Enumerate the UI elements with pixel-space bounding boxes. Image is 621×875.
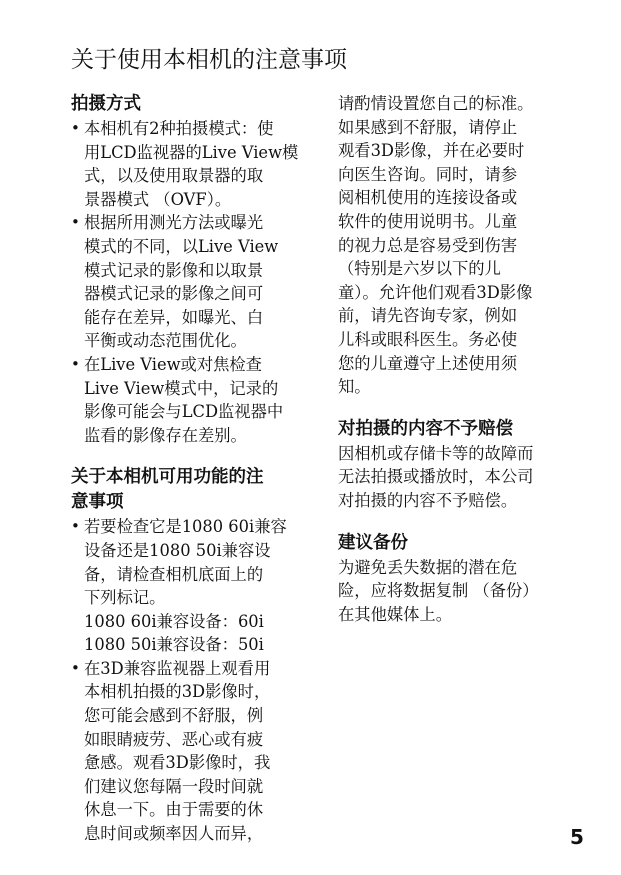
list-item-continued: 请酌情设置您自己的标准。 如果感到不舒服，请停止 观看3D影像，并在必要时 向医生咨询。同时，请参 阅相机使用的连接设备或 软件的使用说明书。儿童 的视力总是容易受到伤害 （特别是六岁以下的儿 童）。允许他们观看3D影像 前，请先咨询专家，例如 儿科或眼科医生。务必使 您的儿童遵守上述使用须 知。 bbox=[338, 94, 534, 397]
list-item: • 在Live View或对焦检查 Live View模式中，记录的 影像可能会与LCD监视器中 监看的影像存在差别。 bbox=[71, 353, 323, 447]
section-heading-functions: 关于本相机可用功能的注 意事项 bbox=[71, 467, 264, 513]
page-number: 5 bbox=[570, 825, 584, 849]
section-heading-shooting: 拍摄方式 bbox=[71, 94, 141, 114]
functions-list-2 bbox=[71, 657, 323, 846]
functions-list bbox=[71, 515, 323, 609]
list-item: • 在3D兼容监视器上观看用 本相机拍摄的3D影像时， 您可能会感到不舒服，例 如眼睛疲劳、恶心或有疲 惫感。观看3D影像时，我 们建议您每隔一段时间就 休息一下。由于需要的休 息时间或频率因人而异， bbox=[71, 657, 323, 846]
page-title: 关于使用本相机的注意事项 bbox=[71, 47, 347, 73]
right-column bbox=[338, 92, 578, 626]
compat-marks: 1080 60i兼容设备：60i 1080 50i兼容设备：50i bbox=[84, 611, 264, 655]
list-item: • 本相机有2种拍摄模式：使 用LCD监视器的Live View模 式，以及使用取景器的取 景器模式 （OVF）。 bbox=[71, 117, 323, 211]
section-heading-no-compensation: 对拍摄的内容不予赔偿 bbox=[338, 418, 513, 439]
left-column bbox=[71, 92, 323, 846]
list-item: • 若要检查它是1080 60i兼容 设备还是1080 50i兼容设 备，请检查相机底面上的 下列标记。 bbox=[71, 515, 323, 609]
no-compensation-text: 因相机或存储卡等的故障而 无法拍摄或播放时，本公司 对拍摄的内容不予赔偿。 bbox=[338, 443, 534, 510]
section-heading-backup: 建议备份 bbox=[338, 532, 408, 553]
list-item: • 根据所用测光方法或曝光 模式的不同，以Live View 模式记录的影像和以取景 器模式记录的影像之间可 能存在差异，如曝光、白 平衡或动态范围优化。 bbox=[71, 211, 323, 353]
shooting-list bbox=[71, 117, 323, 447]
backup-text: 为避免丢失数据的潜在危 险，应将数据复制 （备份） 在其他媒体上。 bbox=[338, 557, 539, 624]
